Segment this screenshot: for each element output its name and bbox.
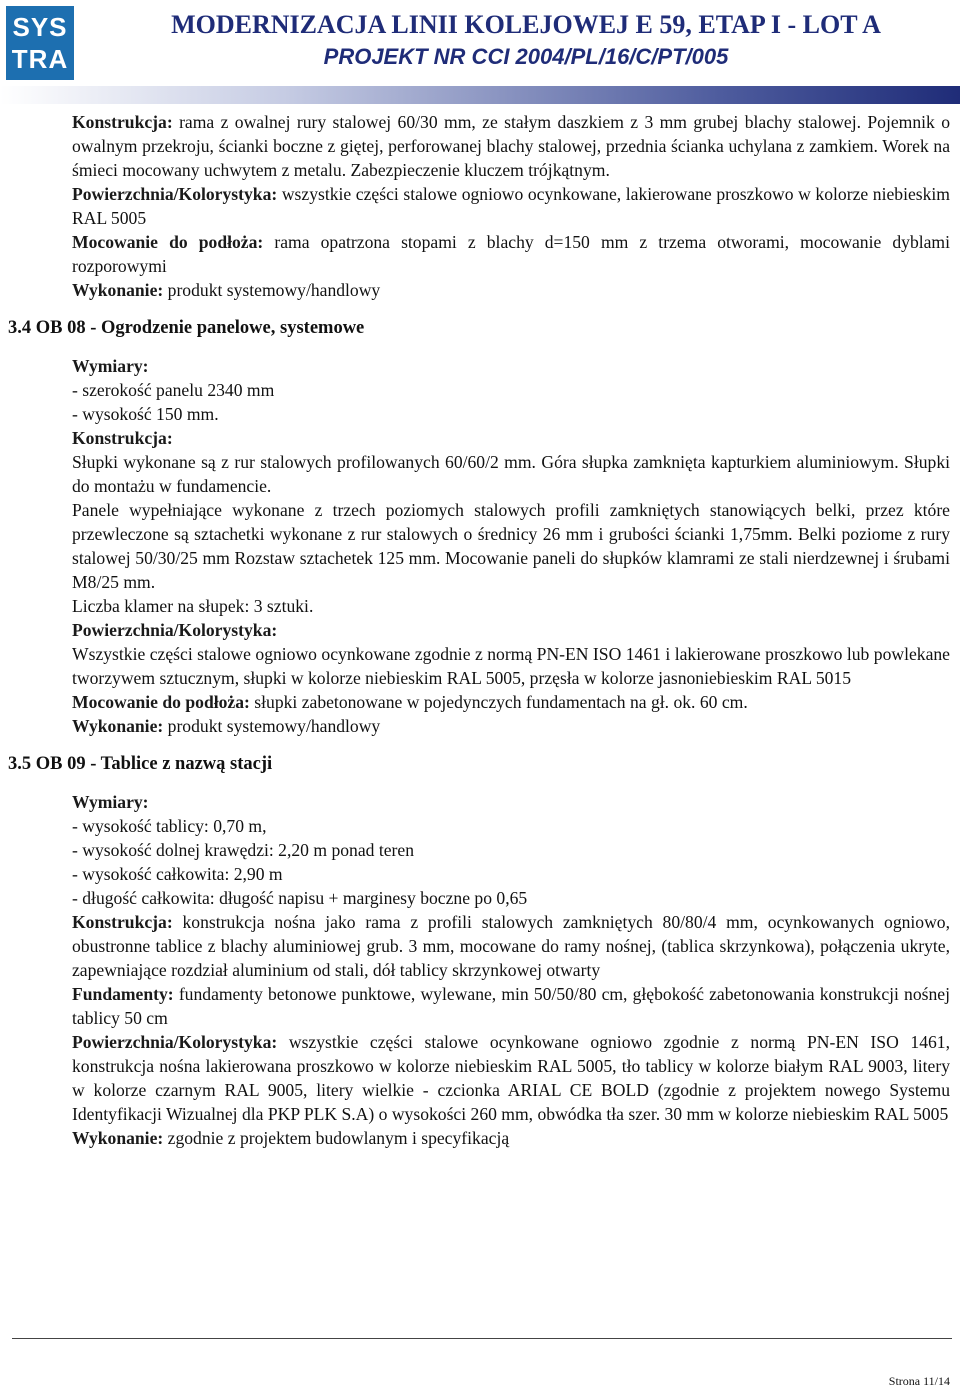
block1-wykonanie bbox=[72, 278, 950, 302]
label: Powierzchnia/Kolorystyka: bbox=[72, 1032, 278, 1052]
text: fundamenty betonowe punktowe, wylewane, min 50/50/80 cm, głębokość zabetonowania konstrukcji nośnej tablicy 50 cm bbox=[72, 984, 950, 1028]
label: Konstrukcja: bbox=[72, 112, 173, 132]
footer-divider bbox=[12, 1338, 952, 1339]
text: rama opatrzona stopami z blachy d=150 mm z trzema otworami, mocowanie dyblami rozporowymi bbox=[72, 232, 951, 276]
sec34-konstrukcja-label: Konstrukcja: bbox=[72, 428, 173, 448]
systra-logo bbox=[6, 6, 74, 80]
header-gradient-band bbox=[0, 86, 960, 104]
page-header bbox=[0, 0, 960, 106]
section-3-4-heading: 3.4 OB 08 - Ogrodzenie panelowe, systemowe bbox=[8, 318, 365, 338]
page-number: Strona 11/14 bbox=[888, 1374, 950, 1388]
sec35-konstrukcja bbox=[72, 910, 950, 982]
sec35-wymiary-label: Wymiary: bbox=[72, 792, 149, 812]
label: Wykonanie: bbox=[72, 1128, 164, 1148]
block1-mocowanie bbox=[72, 230, 950, 278]
sec34-powierzchnia-text: Wszystkie części stalowe ogniowo ocynkowane zgodnie z normą PN-EN ISO 1461 i lakierowane proszkowo lub powlekane tworzywem sztucznym, słupki w kolorze niebieskim RAL 5005, przęsła w kolorze jasnoniebieskim RAL 5015 bbox=[72, 644, 950, 688]
sec34-wymiar-2: - wysokość 150 mm. bbox=[72, 404, 219, 424]
sec34-konstrukcja-2: Panele wypełniające wykonane z trzech poziomych stalowych profili zamkniętych stanowiących belki, przez które przewleczone są sztachetki wykonane z rur stalowych o średnicy 26 mm i grubości ścianki 1,75mm. Belki poziome z rury stalowej 50/30/25 mm Rozstaw sztachetek 125 mm. Mocowanie paneli do słupków klamrami ze stali nierdzewnej i śrubami M8/25 mm. bbox=[72, 500, 950, 592]
label: Mocowanie do podłoża: bbox=[72, 232, 264, 252]
header-subtitle: PROJEKT NR CCI 2004/PL/16/C/PT/005 bbox=[323, 44, 729, 69]
sec35-powierzchnia bbox=[72, 1030, 950, 1126]
block1-powierzchnia bbox=[72, 182, 950, 230]
label: Wykonanie: bbox=[72, 280, 164, 300]
sec35-wymiar-3: - wysokość całkowita: 2,90 m bbox=[72, 864, 283, 884]
text: wszystkie części stalowe ocynkowane ogniowo zgodnie z normą PN-EN ISO 1461, konstrukcja nośna lakierowana proszkowo w kolorze niebieskim RAL 5005, tło tablicy w kolorze białym RAL 9003, litery w kolorze czarnym RAL 9005, litery wielkie - czcionka ARIAL CE BOLD (zgodnie z projektem nowego Systemu Identyfikacji Wizualnej dla PKP PLK S.A) o wysokości 260 mm, obwódka tła szer. 30 mm w kolorze niebieskim RAL 5005 bbox=[72, 1032, 950, 1124]
logo-line-2: TRA bbox=[11, 44, 69, 74]
sec34-wymiar-1: - szerokość panelu 2340 mm bbox=[72, 380, 275, 400]
header-title: MODERNIZACJA LINII KOLEJOWEJ E 59, ETAP I - LOT A bbox=[171, 10, 881, 39]
sec35-wymiar-1: - wysokość tablicy: 0,70 m, bbox=[72, 816, 267, 836]
section-3-5-heading: 3.5 OB 09 - Tablice z nazwą stacji bbox=[8, 754, 273, 774]
document-body bbox=[0, 110, 960, 1150]
text: wszystkie części stalowe ogniowo ocynkowane, lakierowane proszkowo w kolorze niebieskim RAL 5005 bbox=[72, 184, 950, 228]
text: produkt systemowy/handlowy bbox=[163, 716, 381, 736]
label: Powierzchnia/Kolorystyka: bbox=[72, 184, 278, 204]
sec35-wymiar-4: - długość całkowita: długość napisu + marginesy boczne po 0,65 bbox=[72, 888, 528, 908]
sec35-fundamenty bbox=[72, 982, 950, 1030]
sec34-konstrukcja-3: Liczba klamer na słupek: 3 sztuki. bbox=[72, 596, 314, 616]
logo-line-1: SYS bbox=[12, 12, 68, 42]
sec35-wykonanie bbox=[72, 1126, 950, 1150]
block1-konstrukcja bbox=[72, 110, 950, 182]
label: Fundamenty: bbox=[72, 984, 174, 1004]
sec34-wykonanie bbox=[72, 714, 950, 738]
text: konstrukcja nośna jako rama z profili stalowych zamkniętych 80/80/4 mm, ocynkowanych ogniowo, obustronne tablice z blachy aluminiowej grub. 3 mm, mocowane do ramy nośnej, (tablica skrzynkowa), połączenia ukryte, zapewniające rozdział aluminium od stali, dół tablicy skrzynkowej otwarty bbox=[72, 912, 950, 980]
label: Konstrukcja: bbox=[72, 912, 173, 932]
sec34-mocowanie bbox=[72, 690, 950, 714]
text: rama z owalnej rury stalowej 60/30 mm, ze stałym daszkiem z 3 mm grubej blachy stalowej. Pojemnik o owalnym przekroju, ścianki boczne z giętej, perforowanej blachy stalowej, przednia ścianka uchylana z zamkiem. Worek na śmieci mocowany uchwytem z metalu. Zabezpieczenie kluczem trójkątnym. bbox=[72, 112, 950, 180]
text: produkt systemowy/handlowy bbox=[163, 280, 381, 300]
sec34-wymiary-label: Wymiary: bbox=[72, 356, 149, 376]
label: Wykonanie: bbox=[72, 716, 164, 736]
label: Mocowanie do podłoża: bbox=[72, 692, 250, 712]
text: zgodnie z projektem budowlanym i specyfikacją bbox=[163, 1128, 510, 1148]
sec35-wymiar-2: - wysokość dolnej krawędzi: 2,20 m ponad teren bbox=[72, 840, 415, 860]
sec34-konstrukcja-1: Słupki wykonane są z rur stalowych profilowanych 60/60/2 mm. Góra słupka zamknięta kapturkiem aluminiowym. Słupki do montażu w fundamencie. bbox=[72, 452, 950, 496]
text: słupki zabetonowane w pojedynczych fundamentach na gł. ok. 60 cm. bbox=[249, 692, 748, 712]
sec34-powierzchnia-label: Powierzchnia/Kolorystyka: bbox=[72, 620, 278, 640]
